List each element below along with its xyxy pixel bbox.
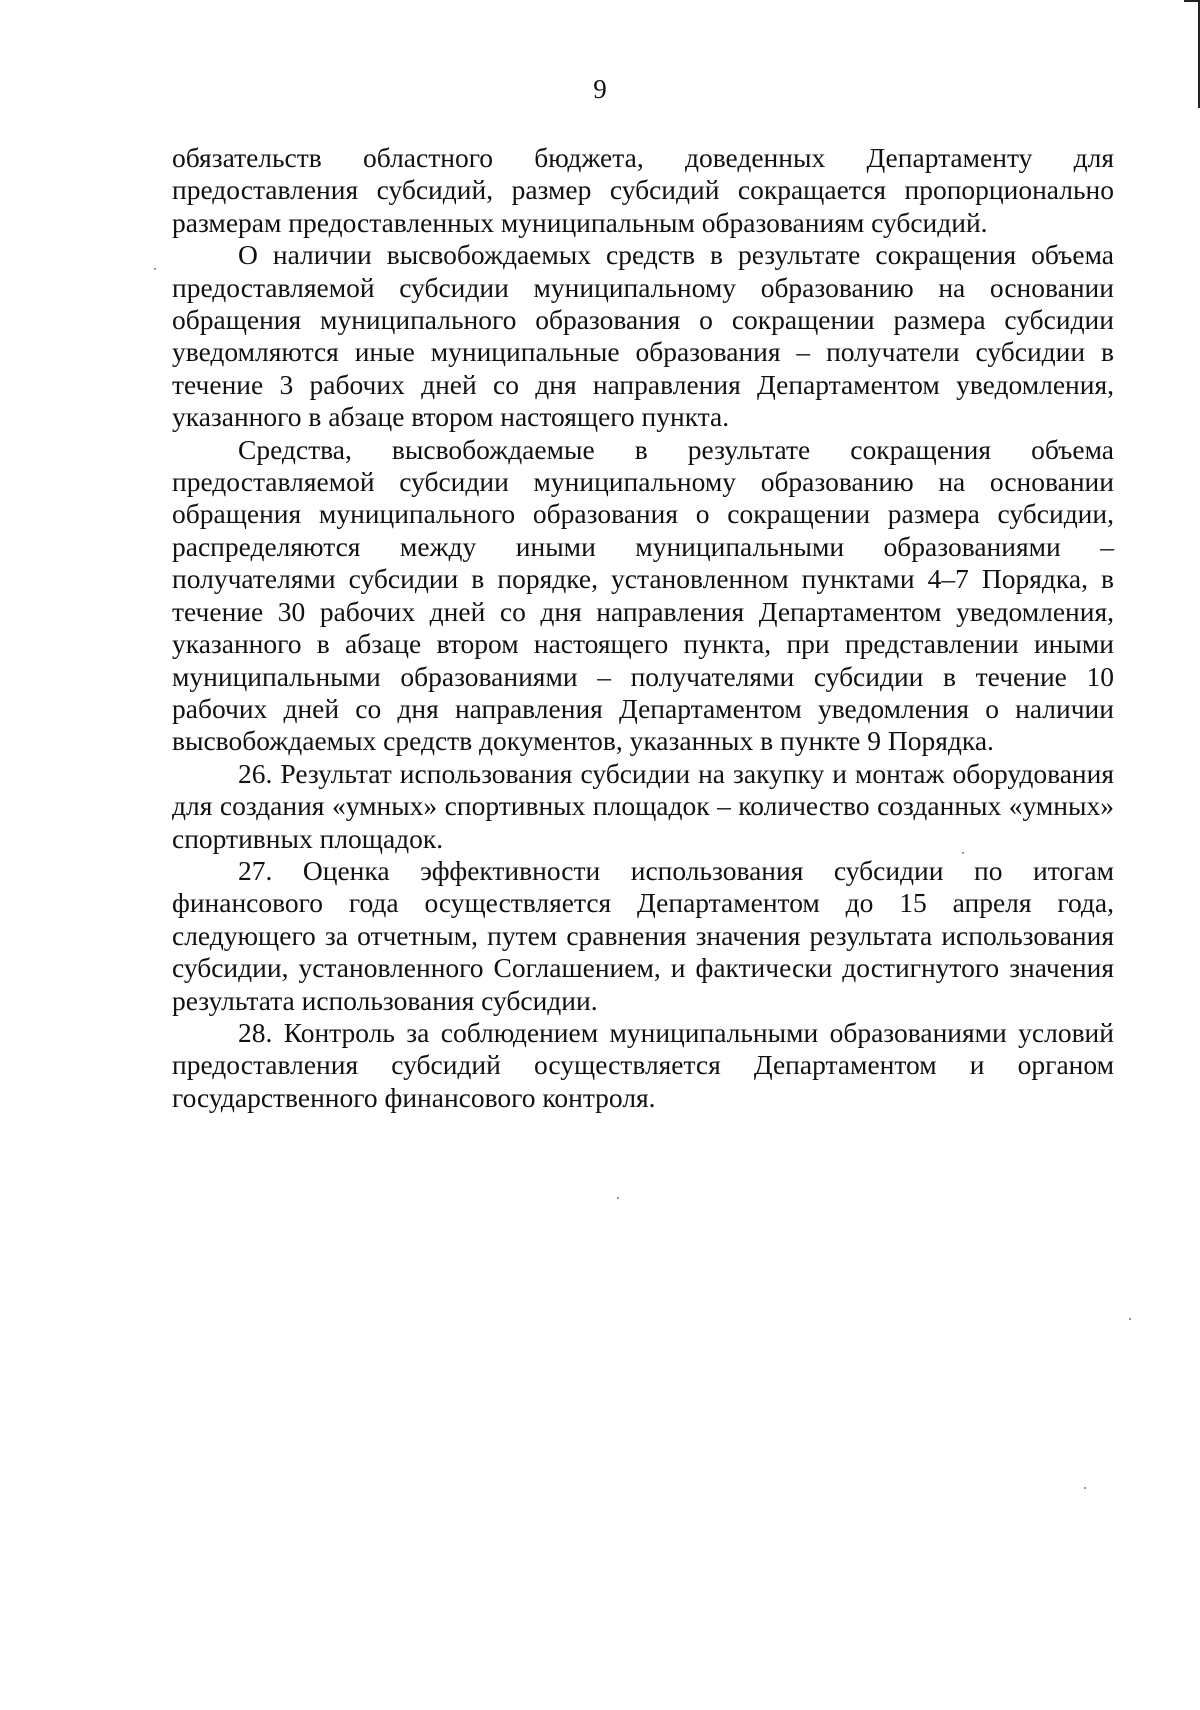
document-body bbox=[172, 142, 1114, 1114]
paragraph-obligations: обязательств областного бюджета, доведенных Департаменту для предоставления субсидий, размер субсидий сокращается пропорционально размерам предоставленных муниципальным образованиям субсидий. bbox=[172, 142, 1114, 238]
paragraph-item-26: 26. Результат использования субсидии на закупку и монтаж оборудования для создания «умных» спортивных площадок – количество созданных «умных» спортивных площадок. bbox=[172, 757, 1114, 854]
paragraph-item-27: 27. Оценка эффективности использования субсидии по итогам финансового года осуществляется Департаментом до 15 апреля года, следующего за отчетным, путем сравнения значения результата использования субсидии, установленного Соглашением, и фактически достигнутого значения результата использования субсидии. bbox=[172, 854, 1114, 1016]
paragraph-released-funds-notice: О наличии высвобождаемых средств в результате сокращения объема предоставляемой субсидии муниципальному образованию на основании обращения муниципального образования о сокращении размера субсидии уведомляются иные муниципальные образования – получатели субсидии в течение 3 рабочих дней со дня направления Департаментом уведомления, указанного в абзаце втором настоящего пункта. bbox=[172, 239, 1114, 433]
scan-speck bbox=[617, 1197, 619, 1199]
page-number: 9 bbox=[593, 74, 607, 104]
paragraph-released-funds-distribution: Средства, высвобождаемые в результате сокращения объема предоставляемой субсидии муниципальному образованию на основании обращения муниципального образования о сокращении размера субсидии, распределяются между иными муниципальными образованиями – получателями субсидии в порядке, установленном пунктами 4–7 Порядка, в течение 30 рабочих дней со дня направления Департаментом уведомления, указанного в абзаце втором настоящего пункта, при представлении иными муниципальными образованиями – получателями субсидии в течение 10 рабочих дней со дня направления Департаментом уведомления о наличии высвобождаемых средств документов, указанных в пункте 9 Порядка. bbox=[172, 433, 1114, 757]
scan-speck bbox=[1129, 1318, 1131, 1320]
paragraph-item-28: 28. Контроль за соблюдением муниципальными образованиями условий предоставления субсидий осуществляется Департаментом и органом государственного финансового контроля. bbox=[172, 1016, 1114, 1113]
scan-speck bbox=[154, 268, 156, 270]
scan-speck bbox=[962, 852, 964, 854]
scan-speck bbox=[1084, 1487, 1086, 1489]
